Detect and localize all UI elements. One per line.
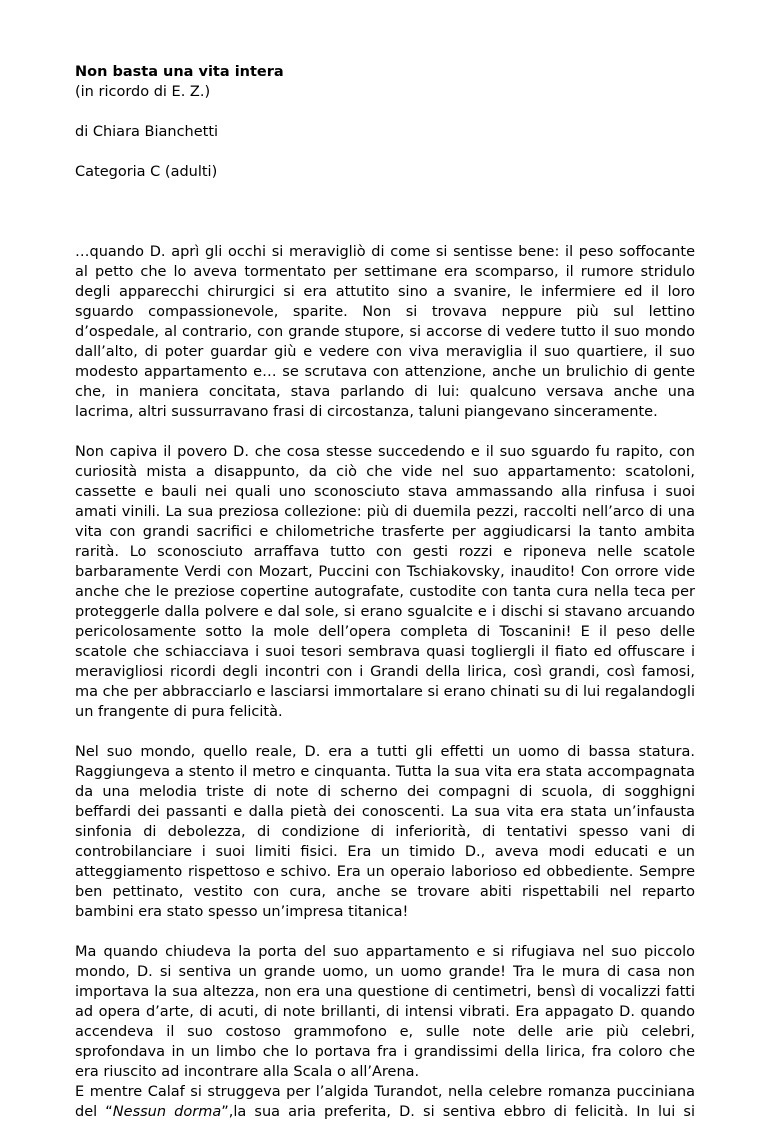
paragraph-line: accendeva il suo costoso grammofono e, sulle note delle arie più celebri, (75, 1024, 695, 1040)
paragraph-line: curiosità mista a disappunto, da ciò che vide nel suo appartamento: scatoloni, (75, 464, 695, 480)
paragraph-line: E mentre Calaf si struggeva per l’algida Turandot, nella celebre romanza pucciniana (75, 1084, 695, 1100)
paragraph-line: che, in maniera concitata, stava parlando di lui: qualcuno versava anche una (75, 384, 695, 400)
paragraph-line: …quando D. aprì gli occhi si meravigliò di come si sentisse bene: il peso soffocante (75, 244, 695, 260)
paragraph-line: modesto appartamento e… se scrutava con attenzione, anche un brulichio di gente (75, 364, 695, 380)
paragraph (75, 442, 695, 722)
paragraph-line: bambini era stato spesso un’impresa titanica! (75, 904, 409, 920)
paragraph-line: Non capiva il povero D. che cosa stesse succedendo e il suo sguardo fu rapito, con (75, 444, 695, 460)
story-body (75, 242, 695, 1082)
paragraph-line: importava la sua altezza, non era una questione di centimetri, bensì di vocalizzi fatti (75, 984, 695, 1000)
paragraph-line: al petto che lo aveva tormentato per settimane era scomparso, il rumore stridulo (75, 264, 695, 280)
document-page (75, 62, 695, 1122)
paragraph-line: beffardi dei passanti e dalla pietà dei conoscenti. La sua vita era stata un’infausta (75, 804, 695, 820)
paragraph-line: Ma quando chiudeva la porta del suo appartamento e si rifugiava nel suo piccolo (75, 944, 695, 960)
paragraph-line: amati vinili. La sua preziosa collezione: più di duemila pezzi, raccolti nell’arco di una (75, 504, 695, 520)
paragraph-line: ben pettinato, vestito con cura, anche se trovare abiti rispettabili nel reparto (75, 884, 695, 900)
paragraph-line: era riuscito ad incontrare alla Scala o all’Arena. (75, 1064, 420, 1080)
paragraph-line: dall’alto, di poter guardar giù e vedere con viva meraviglia il suo quartiere, il suo (75, 344, 695, 360)
dedication: (in ricordo di E. Z.) (75, 84, 211, 100)
paragraph-line: d’ospedale, al contrario, con grande stupore, si accorse di vedere tutto il suo mondo (75, 324, 695, 340)
paragraph-line: scatole che schiacciava i suoi tesori sembrava quasi togliergli il fiato ed offuscare i (75, 644, 695, 660)
paragraph (75, 242, 695, 422)
author-line: di Chiara Bianchetti (75, 124, 219, 140)
paragraph-line: barbaramente Verdi con Mozart, Puccini con Tschiakovsky, inaudito! Con orrore vide (75, 564, 695, 580)
paragraph-line: ad opera d’arte, di acuti, di note brillanti, di intensi vibrati. Era appagato D. quando (75, 1004, 695, 1020)
paragraph-line: proteggerle dalla polvere e dal sole, si erano sgualcite e i dischi si stavano arcuando (75, 604, 695, 620)
paragraph (75, 942, 695, 1082)
aria-title: Nessun dorma (112, 1104, 222, 1120)
paragraph-line: meravigliosi ricordi degli incontri con i Grandi della lirica, così grandi, così famosi, (75, 664, 695, 680)
paragraph-line: da una melodia triste di note di scherno dei compagni di scuola, di sogghigni (75, 784, 695, 800)
paragraph-line: pericolosamente sotto la mole dell’opera completa di Toscanini! E il peso delle (75, 624, 695, 640)
paragraph-line: ma che per abbracciarlo e lasciarsi immortalare si erano chinati su di lui regalandogli (75, 684, 695, 700)
paragraph-line: un frangente di pura felicità. (75, 704, 283, 720)
paragraph-line (75, 1102, 695, 1122)
paragraph-line: mondo, D. si sentiva un grande uomo, un uomo grande! Tra le mura di casa non (75, 964, 695, 980)
paragraph-line: Nel suo mondo, quello reale, D. era a tutti gli effetti un uomo di bassa statura. (75, 744, 695, 760)
paragraph-line: sprofondava in un limbo che lo portava fra i grandissimi della lirica, fra coloro che (75, 1044, 695, 1060)
paragraph-line: controbilanciare i suoi limiti fisici. Era un timido D., aveva modi educati e un (75, 844, 695, 860)
paragraph-line: rarità. Lo sconosciuto arraffava tutto con gesti rozzi e riponeva nelle scatole (75, 544, 695, 560)
paragraph (75, 742, 695, 922)
category-line: Categoria C (adulti) (75, 164, 218, 180)
paragraph-line: lacrima, altri sussurravano frasi di circostanza, taluni piangevano sinceramente. (75, 404, 658, 420)
paragraph-line: sguardo compassionevole, sparite. Non si trovava neppure più sul lettino (75, 304, 695, 320)
final-paragraph (75, 1082, 695, 1122)
text-run: ”,la sua aria preferita, D. si sentiva ebbro di felicità. In lui si (221, 1104, 695, 1120)
paragraph-line: cassette e bauli nei quali uno sconosciuto stava ammassando alla rinfusa i suoi (75, 484, 695, 500)
paragraph-line: Raggiungeva a stento il metro e cinquanta. Tutta la sua vita era stata accompagnata (75, 764, 695, 780)
paragraph-line: vita con grandi sacrifici e chilometriche trasferte per aggiudicarsi la tanto ambita (75, 524, 695, 540)
paragraph-line: degli apparecchi chirurgici si era attutito sino a svanire, le infermiere ed il loro (75, 284, 695, 300)
paragraph-line: anche che le preziose copertine autografate, custodite con tanta cura nella teca per (75, 584, 695, 600)
paragraph-line: sinfonia di debolezza, di condizione di inferiorità, di tentativi spesso vani di (75, 824, 695, 840)
text-run: del “ (75, 1104, 113, 1120)
story-title: Non basta una vita intera (75, 64, 284, 80)
paragraph-line: atteggiamento rispettoso e schivo. Era un operaio laborioso ed obbediente. Sempre (75, 864, 695, 880)
